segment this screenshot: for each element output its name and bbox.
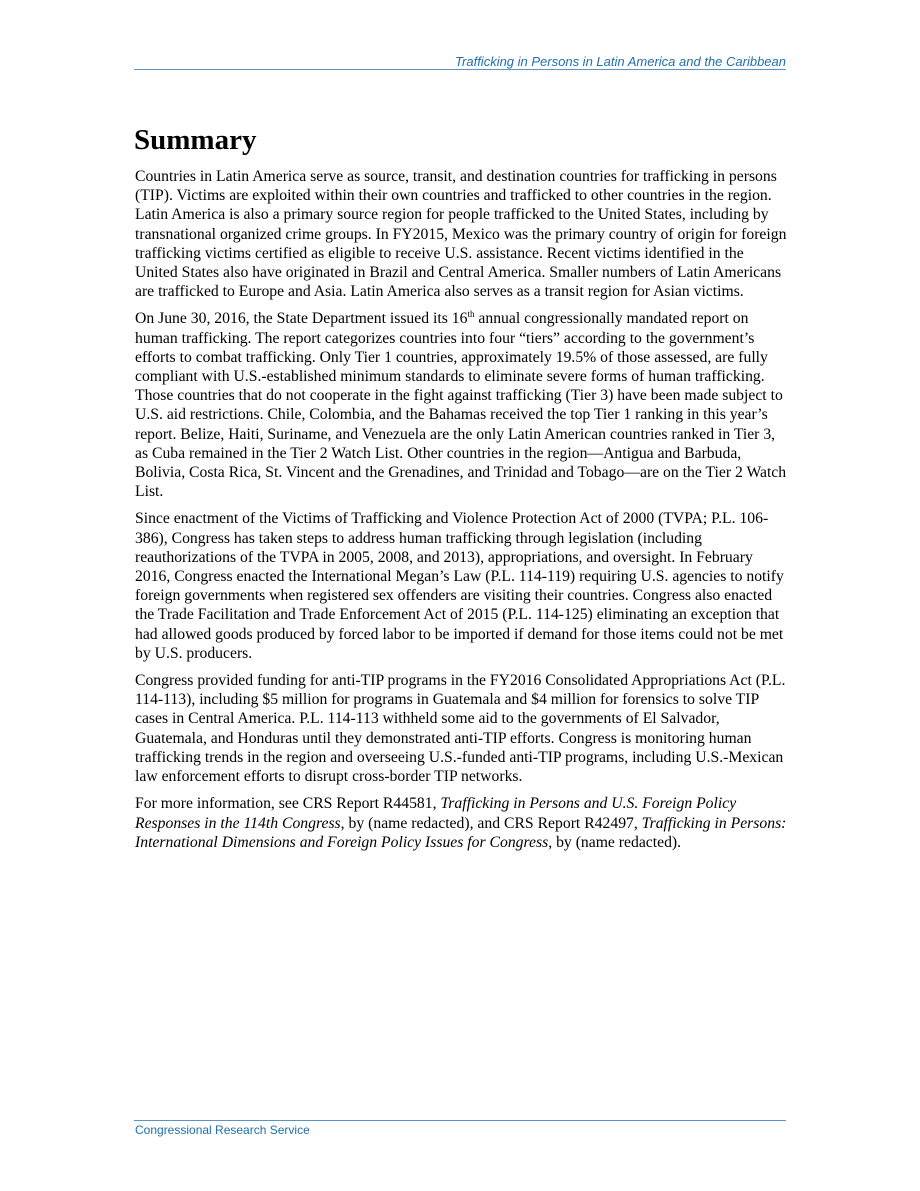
running-header-title: Trafficking in Persons in Latin America and the Caribbean xyxy=(455,54,786,69)
paragraph-5-part-c: , by (name redacted). xyxy=(548,833,682,851)
paragraph-2-rest: annual congressionally mandated report on human trafficking. The report categorizes countries into four “tiers” according to the government’s efforts to combat trafficking. Only Tier 1 countries, approximately 19.5% of those assessed, are fully compliant with U.S.-established minimum standards to eliminate severe forms of human trafficking. Those countries that do not cooperate in the fight against trafficking (Tier 3) have been made subject to U.S. aid restrictions. Chile, Colombia, and the Bahamas received the top Tier 1 ranking in this year’s report. Belize, Haiti, Suriname, and Venezuela are the only Latin American countries ranked in Tier 3, as Cuba remained in the Tier 2 Watch List. Other countries in the region—Antigua and Barbuda, Bolivia, Costa Rica, St. Vincent and the Grenadines, and Trinidad and Tobago—are on the Tier 2 Watch List. xyxy=(135,310,787,501)
summary-body xyxy=(135,167,790,860)
header-rule xyxy=(134,69,786,70)
footer-organization: Congressional Research Service xyxy=(135,1123,310,1137)
paragraph-5 xyxy=(135,794,790,852)
paragraph-5-part-b: , by (name redacted), and CRS Report R42497, xyxy=(340,814,642,832)
paragraph-2 xyxy=(135,309,790,501)
paragraph-4: Congress provided funding for anti-TIP programs in the FY2016 Consolidated Appropriations Act (P.L. 114-113), including $5 million for programs in Guatemala and $4 million for forensics to solve TIP cases in Central America. P.L. 114-113 withheld some aid to the governments of El Salvador, Guatemala, and Honduras until they demonstrated anti-TIP efforts. Congress is monitoring human trafficking trends in the region and overseeing U.S.-funded anti-TIP programs, including U.S.-Mexican law enforcement efforts to disrupt cross-border TIP networks. xyxy=(135,672,786,786)
paragraph-2-start: On June 30, 2016, the State Department issued its 16 xyxy=(135,310,468,328)
report-title-r44581: Trafficking in Persons and U.S. Foreign Policy Responses in the 114th Congress xyxy=(135,795,737,832)
footer-rule xyxy=(134,1120,786,1121)
report-title-r42497: Trafficking in Persons: International Dimensions and Foreign Policy Issues for Congress xyxy=(135,814,787,851)
paragraph-5-part-a: For more information, see CRS Report R44581, xyxy=(135,795,441,813)
ordinal-superscript: th xyxy=(467,309,475,320)
paragraph-3: Since enactment of the Victims of Trafficking and Violence Protection Act of 2000 (TVPA; P.L. 106-386), Congress has taken steps to address human trafficking through legislation (including reauthorizations of the TVPA in 2005, 2008, and 2013), appropriations, and oversight. In February 2016, Congress enacted the International Megan’s Law (P.L. 114-119) requiring U.S. agencies to notify foreign governments when registered sex offenders are visiting their countries. Congress also enacted the Trade Facilitation and Trade Enforcement Act of 2015 (P.L. 114-125) eliminating an exception that had allowed goods produced by forced labor to be imported if demand for those items could not be met by U.S. producers. xyxy=(135,510,784,662)
section-title: Summary xyxy=(134,124,257,156)
paragraph-1: Countries in Latin America serve as source, transit, and destination countries for trafficking in persons (TIP). Victims are exploited within their own countries and trafficked to other countries in the region. Latin America is also a primary source region for people trafficked to the United States, including by transnational organized crime groups. In FY2015, Mexico was the primary country of origin for foreign trafficking victims certified as eligible to receive U.S. assistance. Recent victims identified in the United States also have originated in Brazil and Central America. Smaller numbers of Latin Americans are trafficked to Europe and Asia. Latin America also serves as a transit region for Asian victims. xyxy=(135,168,787,301)
